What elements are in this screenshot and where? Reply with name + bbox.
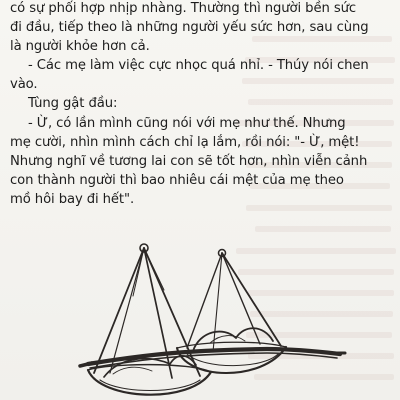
shoulder-pole-baskets-icon xyxy=(40,240,370,400)
text-line: - Ừ, có lần mình cũng nói với mẹ như thế. Nhưng xyxy=(28,115,346,131)
text-line: là người khỏe hơn cả. xyxy=(10,39,150,55)
text-line: mồ hôi bay đi hết". xyxy=(10,191,135,207)
text-line: đi đầu, tiếp theo là những người yếu sức hơn, sau cùng xyxy=(10,20,369,36)
text-line: con thành người thì bao nhiêu cái mệt của mẹ theo xyxy=(10,172,344,188)
text-line: mẹ cười, nhìn mình cách chỉ lạ lắm, rồi nói: "- Ừ, mệt! xyxy=(10,134,360,150)
text-line: - Các mẹ làm việc cực nhọc quá nhỉ. - Thúy nói chen xyxy=(28,58,369,74)
text-line: Nhưng nghĩ về tương lai con sẽ tốt hơn, nhìn viễn cảnh xyxy=(10,153,368,169)
text-line: có sự phối hợp nhịp nhàng. Thường thì người bền sức xyxy=(10,1,356,16)
text-line: Tùng gật đầu: xyxy=(28,96,118,112)
text-line: vào. xyxy=(10,77,38,93)
body-text xyxy=(10,0,400,209)
